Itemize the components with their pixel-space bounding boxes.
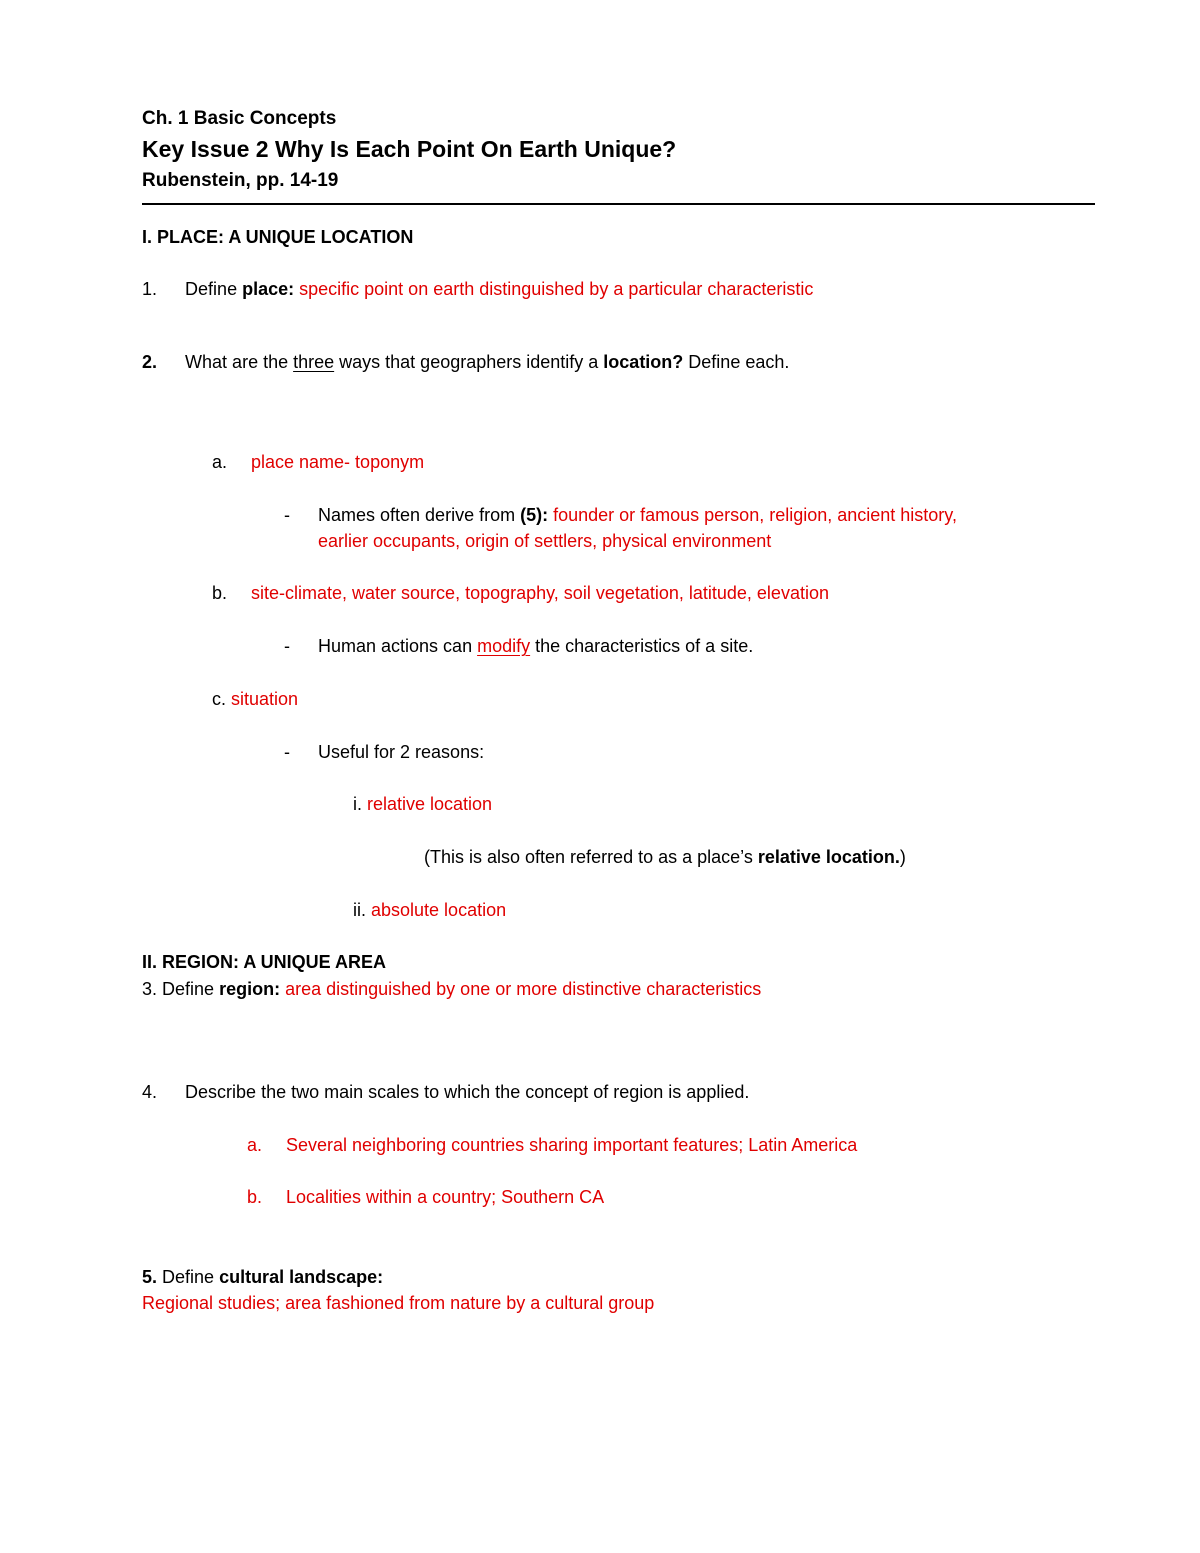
question-number: 2. bbox=[142, 352, 158, 372]
question-text: Describe the two main scales to which the concept of region is applied. bbox=[185, 1082, 750, 1102]
question-text: ways that geographers identify a bbox=[334, 352, 604, 372]
item-a-sub bbox=[318, 506, 957, 524]
roman-label: ii. bbox=[353, 900, 366, 920]
underlined-word: three bbox=[293, 352, 335, 372]
question-text: Define each. bbox=[683, 352, 790, 372]
item-a-sub-answer-line2: earlier occupants, origin of settlers, physical environment bbox=[318, 531, 772, 551]
question-5 bbox=[142, 1268, 383, 1286]
question-3 bbox=[142, 980, 761, 998]
q5-answer: Regional studies; area fashioned from nature by a cultural group bbox=[142, 1293, 655, 1313]
source-citation: Rubenstein, pp. 14-19 bbox=[142, 170, 339, 191]
section-heading-place: I. PLACE: A UNIQUE LOCATION bbox=[142, 227, 414, 247]
sub-text: Human actions can bbox=[318, 636, 478, 656]
q4-item-a-answer: Several neighboring countries sharing important features; Latin America bbox=[286, 1135, 858, 1155]
question-number: 5. bbox=[142, 1267, 158, 1287]
question-number: 3. bbox=[142, 979, 158, 999]
question-number: 1. bbox=[142, 279, 158, 299]
item-c-label: c. bbox=[212, 689, 227, 709]
question-text: Define bbox=[157, 1267, 220, 1287]
underlined-word: modify bbox=[477, 636, 531, 656]
answer-text: area distinguished by one or more distinctive characteristics bbox=[280, 979, 762, 999]
item-b-sub bbox=[318, 637, 753, 655]
header-divider bbox=[142, 203, 1095, 205]
question-4 bbox=[142, 1083, 749, 1101]
question-text: Define bbox=[157, 979, 220, 999]
term: location? bbox=[603, 352, 684, 372]
bullet-dash: - bbox=[284, 505, 290, 525]
item-c-note bbox=[424, 848, 906, 866]
bullet-dash: - bbox=[284, 636, 290, 656]
note-text: ) bbox=[899, 847, 906, 867]
q4-item-b-label: b. bbox=[247, 1187, 263, 1207]
sub-text: the characteristics of a site. bbox=[530, 636, 754, 656]
answer-text: specific point on earth distinguished by a particular characteristic bbox=[294, 279, 814, 299]
answer-text: founder or famous person, religion, ancient history, bbox=[548, 505, 957, 525]
item-b-label: b. bbox=[212, 583, 228, 603]
note-text: (This is also often referred to as a place’s bbox=[424, 847, 758, 867]
answer-text: relative location bbox=[362, 794, 493, 814]
item-a-label: a. bbox=[212, 452, 228, 472]
question-text: Define bbox=[185, 279, 243, 299]
item-a-answer: place name- toponym bbox=[251, 452, 425, 472]
sub-text: Names often derive from bbox=[318, 505, 521, 525]
bullet-dash: - bbox=[284, 742, 290, 762]
question-text: What are the bbox=[185, 352, 294, 372]
item-c-i bbox=[353, 795, 492, 813]
question-1 bbox=[142, 280, 813, 298]
chapter-title: Ch. 1 Basic Concepts bbox=[142, 108, 337, 129]
item-b-answer: site-climate, water source, topography, soil vegetation, latitude, elevation bbox=[251, 583, 829, 603]
term: cultural landscape: bbox=[219, 1267, 384, 1287]
question-2 bbox=[142, 353, 789, 371]
item-c bbox=[212, 690, 298, 708]
term: region: bbox=[219, 979, 281, 999]
question-number: 4. bbox=[142, 1082, 158, 1102]
item-c-sub: Useful for 2 reasons: bbox=[318, 742, 485, 762]
section-heading-region: II. REGION: A UNIQUE AREA bbox=[142, 952, 387, 972]
item-c-ii bbox=[353, 901, 506, 919]
q4-item-b-answer: Localities within a country; Southern CA bbox=[286, 1187, 605, 1207]
roman-label: i. bbox=[353, 794, 362, 814]
q4-item-a-label: a. bbox=[247, 1135, 263, 1155]
term: relative location. bbox=[757, 847, 900, 867]
term: place: bbox=[242, 279, 295, 299]
answer-text: absolute location bbox=[366, 900, 507, 920]
item-c-answer: situation bbox=[226, 689, 299, 709]
term: (5): bbox=[520, 505, 549, 525]
key-issue-title: Key Issue 2 Why Is Each Point On Earth Unique? bbox=[142, 136, 677, 162]
